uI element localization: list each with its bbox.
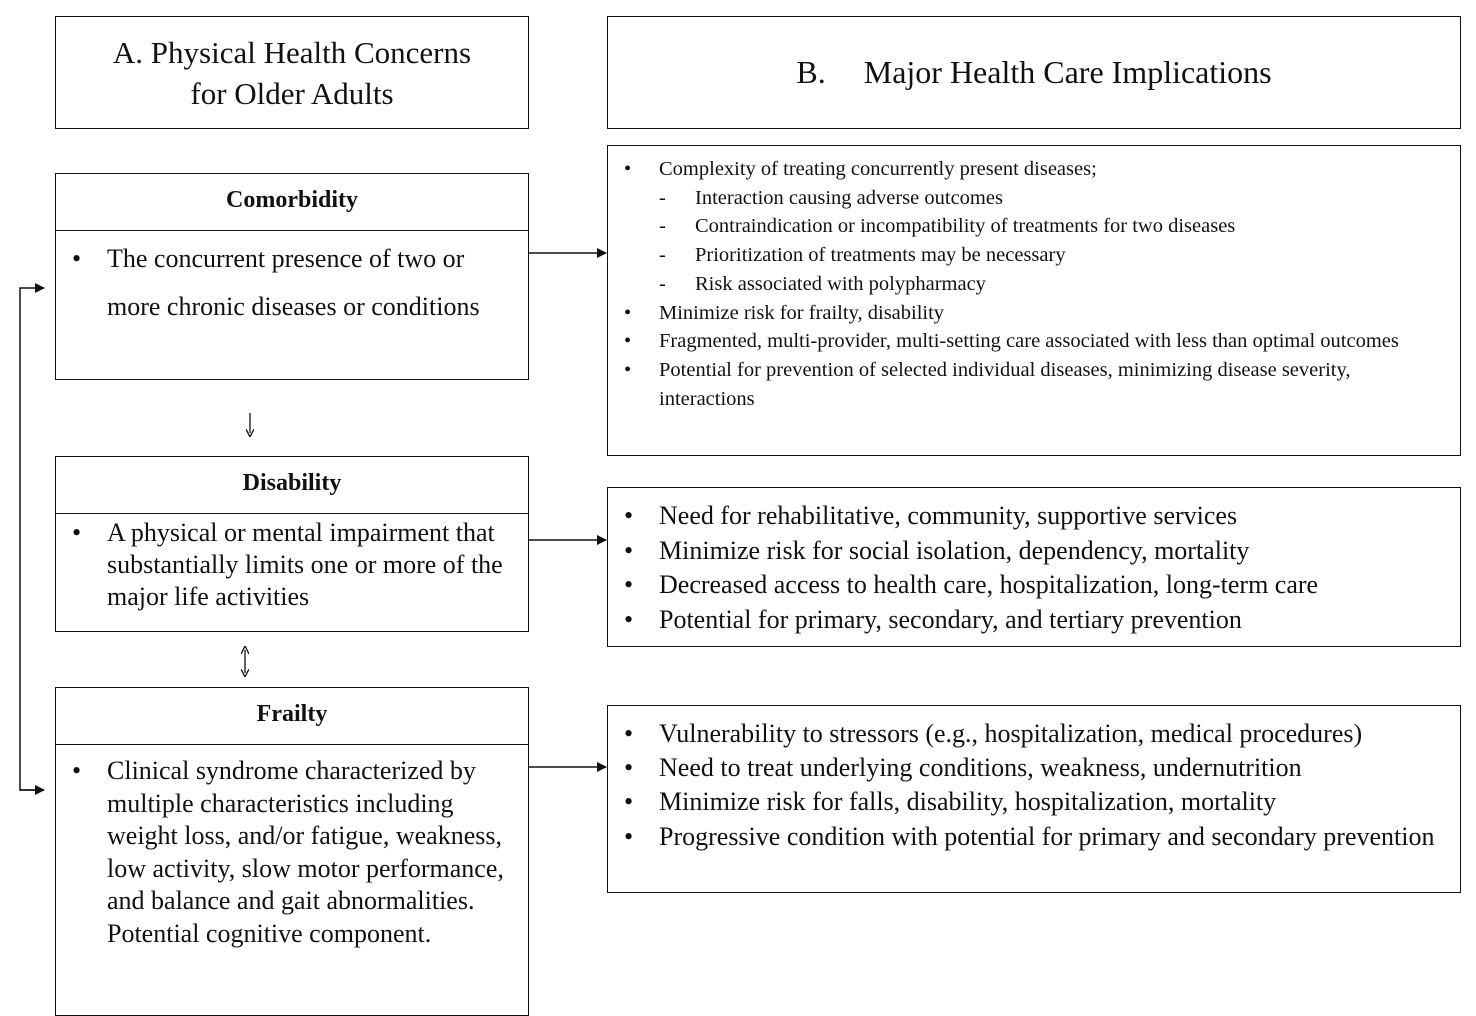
header-a-line-1: A. Physical Health Concerns	[112, 34, 472, 70]
frailty-definition: • Clinical syndrome characterized by multiple characteristics including weight loss, and/or fatigue, weakness, low activity, slow motor performance, and balance and gait abnormalities. Potential cognitive component.	[56, 755, 510, 950]
comorbidity-implications-box	[607, 145, 1461, 456]
frailty-implication: • Progressive condition with potential for primary and secondary prevention	[608, 820, 1444, 854]
frailty-implication: • Vulnerability to stressors (e.g., hospitalization, medical procedures)	[608, 717, 1444, 751]
comorbidity-implication-text: Complexity of treating concurrently present diseases;	[659, 158, 1097, 180]
disability-implications-box	[607, 487, 1461, 647]
header-health-care-implications	[607, 16, 1461, 129]
disability-definition: • A physical or mental impairment that substantially limits one or more of the major life activities	[56, 517, 514, 613]
comorbidity-implication: • Minimize risk for frailty, disability	[608, 299, 1444, 328]
comorbidity-implication: • Potential for prevention of selected individual diseases, minimizing disease severity, interactions	[608, 356, 1444, 413]
comorbidity-subitem: - Prioritization of treatments may be necessary	[659, 241, 1444, 270]
comorbidity-box	[55, 173, 529, 380]
header-b-text: Major Health Care Implications	[863, 54, 1272, 90]
header-a-line-2: for Older Adults	[190, 75, 394, 111]
frailty-implication: • Need to treat underlying conditions, weakness, undernutrition	[608, 751, 1444, 785]
feedback-loop-line	[20, 288, 44, 790]
frailty-box	[55, 687, 529, 1016]
disability-implication: • Decreased access to health care, hospitalization, long-term care	[608, 568, 1444, 603]
comorbidity-subitem: - Risk associated with polypharmacy	[659, 270, 1444, 299]
comorbidity-subitem: - Interaction causing adverse outcomes	[659, 184, 1444, 213]
disability-title: Disability	[56, 457, 528, 514]
comorbidity-implication	[608, 155, 1444, 299]
frailty-implication: • Minimize risk for falls, disability, hospitalization, mortality	[608, 785, 1444, 819]
disability-box	[55, 456, 529, 632]
frailty-implications-box	[607, 705, 1461, 893]
comorbidity-subitem: - Contraindication or incompatibility of treatments for two diseases	[659, 212, 1444, 241]
comorbidity-definition: • The concurrent presence of two or more chronic diseases or conditions	[56, 235, 514, 331]
comorbidity-title: Comorbidity	[56, 174, 528, 231]
comorbidity-implication: • Fragmented, multi-provider, multi-setting care associated with less than optimal outcomes	[608, 327, 1444, 356]
disability-implication: • Potential for primary, secondary, and tertiary prevention	[608, 603, 1444, 638]
disability-implication: • Minimize risk for social isolation, dependency, mortality	[608, 534, 1444, 569]
header-b-label: B.	[796, 54, 826, 90]
header-physical-health-concerns	[55, 16, 529, 129]
frailty-title: Frailty	[56, 688, 528, 745]
disability-implication: • Need for rehabilitative, community, supportive services	[608, 499, 1444, 534]
